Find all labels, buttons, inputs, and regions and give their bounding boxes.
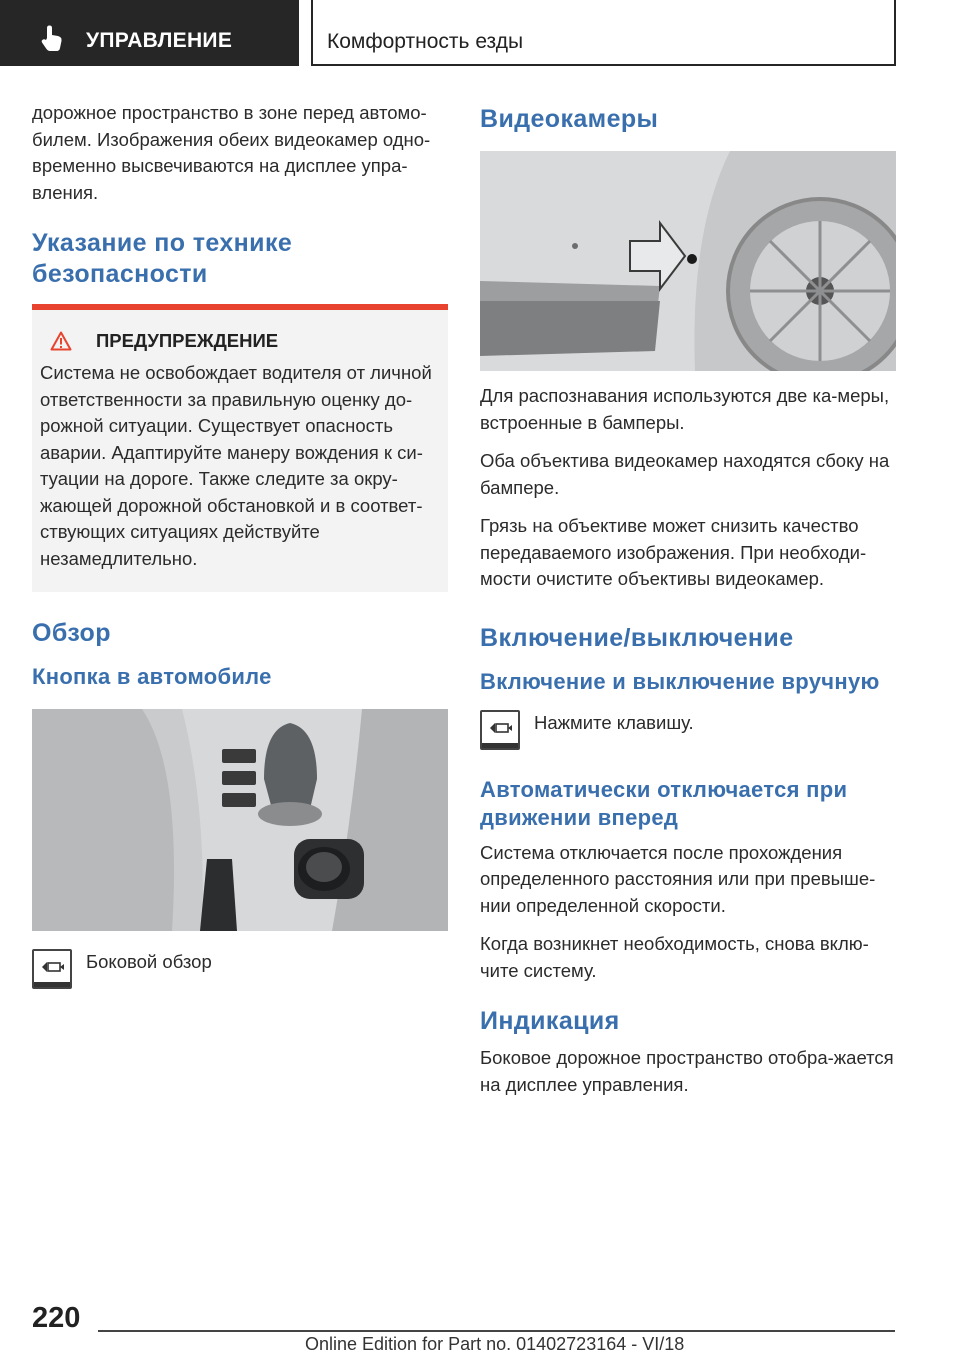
- left-column: [32, 100, 448, 989]
- display-paragraph: Боковое дорожное пространство отобра-жается на дисплее управления.: [480, 1047, 894, 1095]
- display-heading: Индикация: [480, 1007, 620, 1035]
- cameras-heading: Видеокамеры: [480, 105, 659, 133]
- manual-text: Нажмите клавишу.: [534, 711, 694, 733]
- chapter-label: УПРАВЛЕНИЕ: [86, 29, 233, 52]
- button-heading: Кнопка в автомобиле: [32, 664, 272, 689]
- manual-button-row: [480, 710, 896, 750]
- page-footer: [0, 1290, 960, 1362]
- warning-title-row: [40, 330, 440, 352]
- onoff-heading: Включение/выключение: [480, 623, 794, 652]
- center-console-image: [32, 709, 448, 931]
- auto-off-heading: Автоматически отключается при движении вперед: [480, 776, 848, 830]
- side-view-key-icon: [480, 710, 520, 750]
- bumper-camera-image: [480, 151, 896, 371]
- warning-triangle-icon: [50, 331, 72, 351]
- edition-text: Online Edition for Part no. 01402723164 - VI/18: [305, 1334, 685, 1354]
- section-header: [311, 0, 896, 66]
- auto-off-paragraph-1: Система отключается после прохождения определенного расстояния или при превыше-нии определенной скорости.: [480, 841, 876, 916]
- camera-icon: [488, 721, 514, 735]
- page-header: [0, 0, 960, 66]
- warning-box: [32, 310, 448, 592]
- hand-pointer-icon: [38, 24, 66, 52]
- auto-off-paragraph-2: Когда возникнет необходимость, снова вклю-чите систему.: [480, 933, 869, 981]
- overview-heading: Обзор: [32, 619, 111, 647]
- cameras-paragraph-2: Оба объектива видеокамер находятся сбоку на бампере.: [480, 450, 890, 498]
- page-number: 220: [32, 1302, 81, 1334]
- side-view-button-row: [32, 949, 448, 989]
- cameras-paragraph-1: Для распознавания используются две ка-меры, встроенные в бамперы.: [480, 385, 890, 433]
- warning-title: ПРЕДУПРЕЖДЕНИЕ: [96, 330, 279, 351]
- warning-text: Система не освобождает водителя от личной ответственности за правильную оценку до-рожной ситуации. Существует опасность аварии. Адаптируйте манеру вождения к си-туации на дороге. Также следите за окру-жающей дорожной обстановкой и в соответ-ствующих ситуациях действуйте незамедлительно.: [40, 362, 432, 569]
- chapter-tab: [0, 0, 299, 66]
- safety-heading: Указание по технике безопасности: [32, 229, 293, 288]
- side-view-caption: Боковой обзор: [86, 951, 212, 972]
- bumper-camera-illustration: [480, 151, 896, 371]
- side-view-button-icon: [32, 949, 72, 989]
- footer-divider: [98, 1330, 895, 1332]
- manual-heading: Включение и выключение вручную: [480, 668, 880, 694]
- section-label: Комфортность езды: [327, 30, 524, 53]
- cameras-paragraph-3: Грязь на объективе может снизить качество передаваемого изображения. При необходи-мости очистите объективы видеокамер.: [480, 515, 867, 589]
- center-console-illustration: [32, 709, 448, 931]
- right-column: [480, 100, 896, 1098]
- intro-paragraph: дорожное пространство в зоне перед автомо-билем. Изображения обеих видеокамер одно-временно высвечиваются на дисплее упра-вления.: [32, 102, 431, 203]
- camera-icon: [40, 960, 66, 974]
